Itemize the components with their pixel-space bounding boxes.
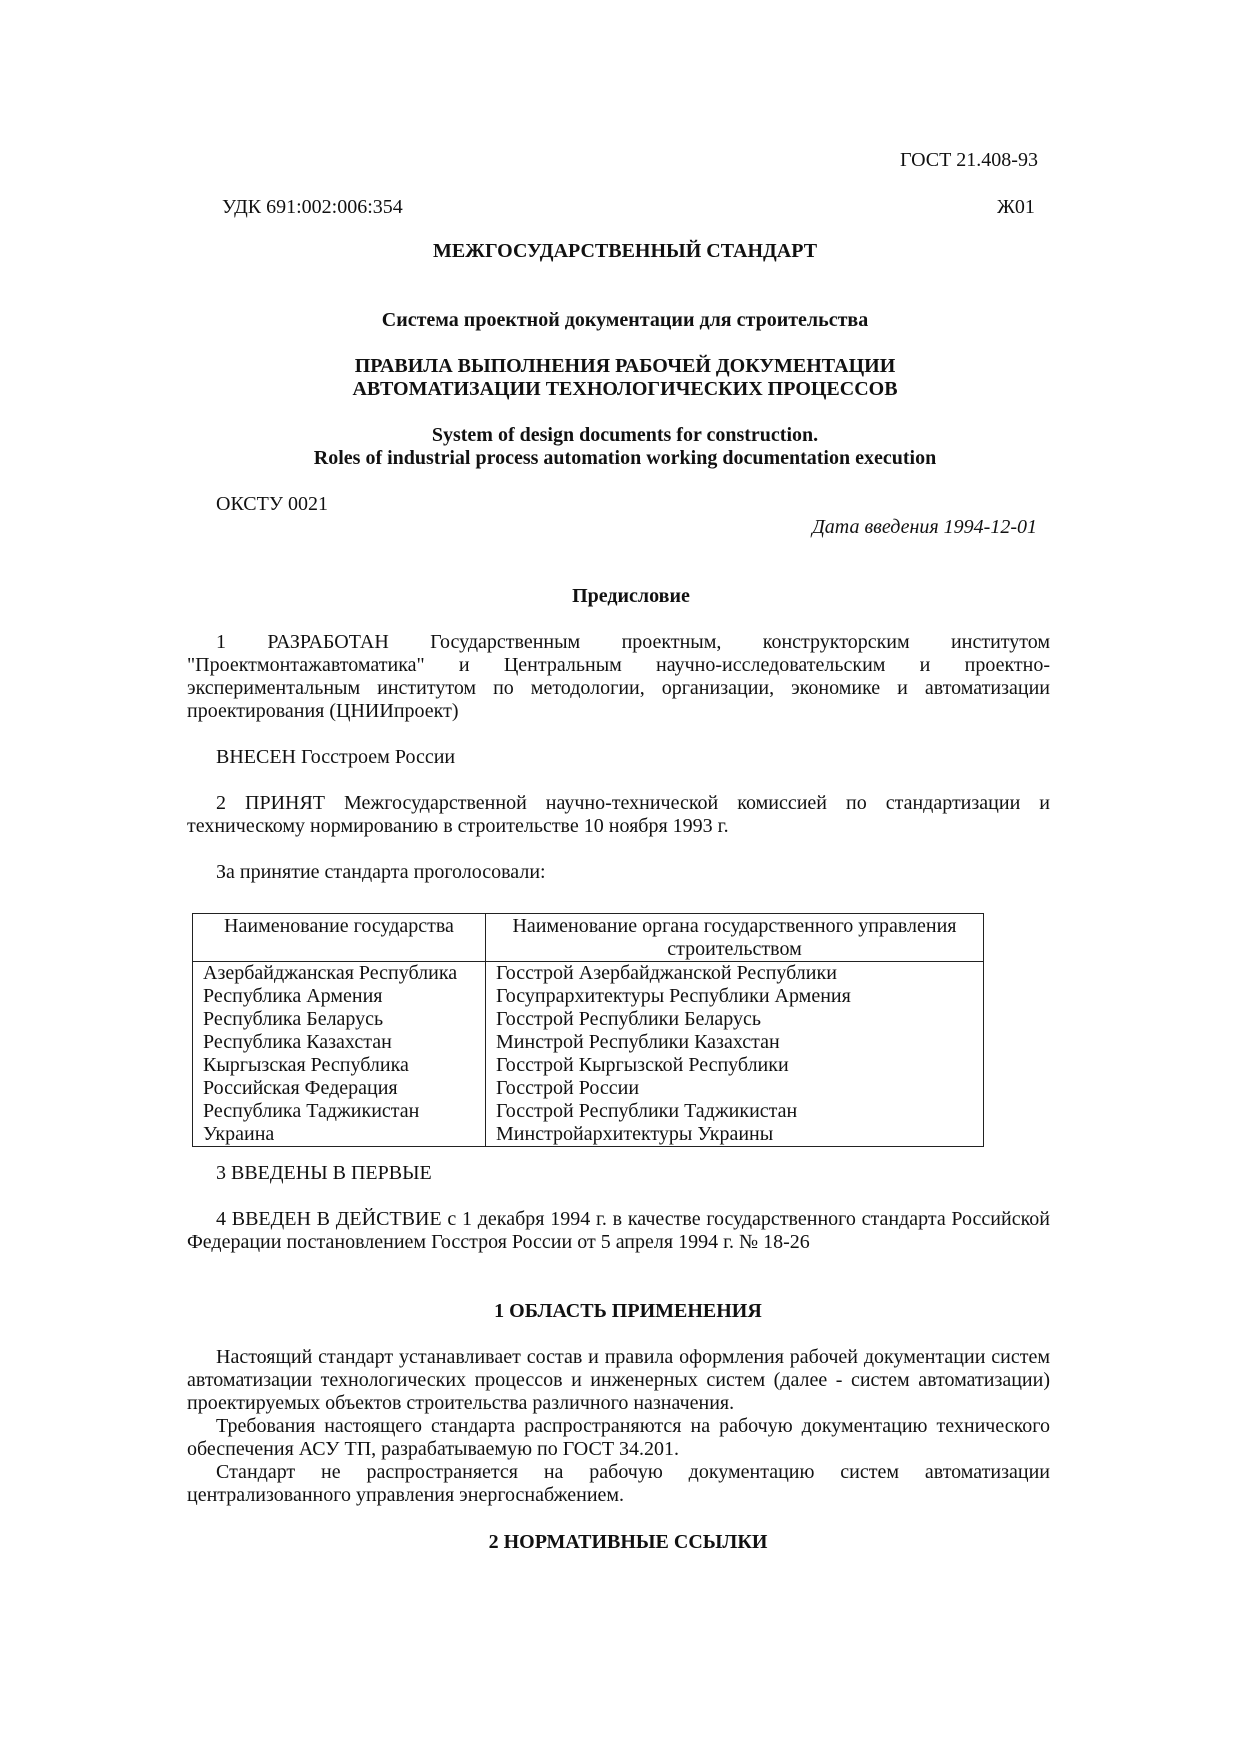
english-title-line1: System of design documents for construction. (431, 424, 819, 446)
table-cell-state: Республика Таджикистан (193, 1100, 486, 1123)
table-cell-state: Республика Беларусь (193, 1008, 486, 1031)
foreword-voted-intro: За принятие стандарта проголосовали: (216, 861, 546, 883)
section-1-paragraph-1: Настоящий стандарт устанавливает состав и правила оформления рабочей документации систем автоматизации технологических процессов и инженерных систем (далее - систем автоматизации) проектируемых объектов строительства различного назначения. (187, 1346, 1050, 1414)
table-row (193, 985, 984, 1008)
table-row (193, 1123, 984, 1147)
udc-code: УДК 691:002:006:354 (222, 196, 403, 218)
table-cell-authority: Госстрой Кыргызской Республики (486, 1054, 984, 1077)
foreword-paragraph-2: 2 ПРИНЯТ Межгосударственной научно-технической комиссией по стандартизации и техническому нормированию в строительстве 10 ноября 1993 г. (187, 792, 1050, 837)
system-title: Система проектной документации для строительства (381, 309, 869, 331)
table-header-state: Наименование государства (193, 914, 486, 962)
interstate-standard-title: МЕЖГОСУДАРСТВЕННЫЙ СТАНДАРТ (432, 240, 818, 262)
table-cell-authority: Минстройархитектуры Украины (486, 1123, 984, 1147)
voting-table (192, 913, 984, 1147)
table-cell-authority: Госупрархитектуры Республики Армения (486, 985, 984, 1008)
group-code: Ж01 (997, 196, 1035, 218)
table-cell-state: Кыргызская Республика (193, 1054, 486, 1077)
table-cell-authority: Госстрой Республики Беларусь (486, 1008, 984, 1031)
table-cell-state: Российская Федерация (193, 1077, 486, 1100)
table-cell-state: Азербайджанская Республика (193, 962, 486, 986)
table-cell-authority: Госстрой России (486, 1077, 984, 1100)
table-row (193, 1054, 984, 1077)
introduction-date: Дата введения 1994-12-01 (812, 516, 1037, 538)
table-row (193, 1008, 984, 1031)
foreword-heading: Предисловие (572, 585, 690, 607)
standard-code: ГОСТ 21.408-93 (900, 149, 1038, 171)
main-title-line1: ПРАВИЛА ВЫПОЛНЕНИЯ РАБОЧЕЙ ДОКУМЕНТАЦИИ (354, 355, 896, 377)
table-cell-state: Республика Армения (193, 985, 486, 1008)
table-header-authority: Наименование органа государственного управления строительством (486, 914, 984, 962)
table-header-row (193, 914, 984, 962)
table-cell-authority: Минстрой Республики Казахстан (486, 1031, 984, 1054)
section-1-paragraph-2: Требования настоящего стандарта распространяются на рабочую документацию технического обеспечения АСУ ТП, разрабатываемую по ГОСТ 34.201. (187, 1415, 1050, 1460)
table-cell-authority: Госстрой Республики Таджикистан (486, 1100, 984, 1123)
table-cell-authority: Госстрой Азербайджанской Республики (486, 962, 984, 986)
section-1-heading: 1 ОБЛАСТЬ ПРИМЕНЕНИЯ (494, 1300, 762, 1322)
foreword-paragraph-4: 4 ВВЕДЕН В ДЕЙСТВИЕ с 1 декабря 1994 г. в качестве государственного стандарта Российской Федерации постановлением Госстроя России от 5 апреля 1994 г. № 18-26 (187, 1208, 1050, 1253)
foreword-introduced-by: ВНЕСЕН Госстроем России (216, 746, 456, 768)
section-2-heading: 2 НОРМАТИВНЫЕ ССЫЛКИ (488, 1531, 768, 1553)
table-cell-state: Республика Казахстан (193, 1031, 486, 1054)
table-row (193, 1031, 984, 1054)
okstu-code: ОКСТУ 0021 (216, 493, 329, 515)
table-row (193, 1100, 984, 1123)
table-row (193, 1077, 984, 1100)
section-1-paragraph-3: Стандарт не распространяется на рабочую документацию систем автоматизации централизованного управления энергоснабжением. (187, 1461, 1050, 1506)
main-title-line2: АВТОМАТИЗАЦИИ ТЕХНОЛОГИЧЕСКИХ ПРОЦЕССОВ (352, 378, 898, 400)
table-cell-state: Украина (193, 1123, 486, 1147)
foreword-paragraph-3: 3 ВВЕДЕНЫ В ПЕРВЫЕ (216, 1162, 432, 1184)
english-title-line2: Roles of industrial process automation working documentation execution (313, 447, 937, 469)
foreword-paragraph-1: 1 РАЗРАБОТАН Государственным проектным, конструкторским институтом "Проектмонтажавтоматика" и Центральным научно-исследовательским и проектно-экспериментальным институтом по методологии, организации, экономике и автоматизации проектирования (ЦНИИпроект) (187, 631, 1050, 722)
table-row (193, 962, 984, 986)
